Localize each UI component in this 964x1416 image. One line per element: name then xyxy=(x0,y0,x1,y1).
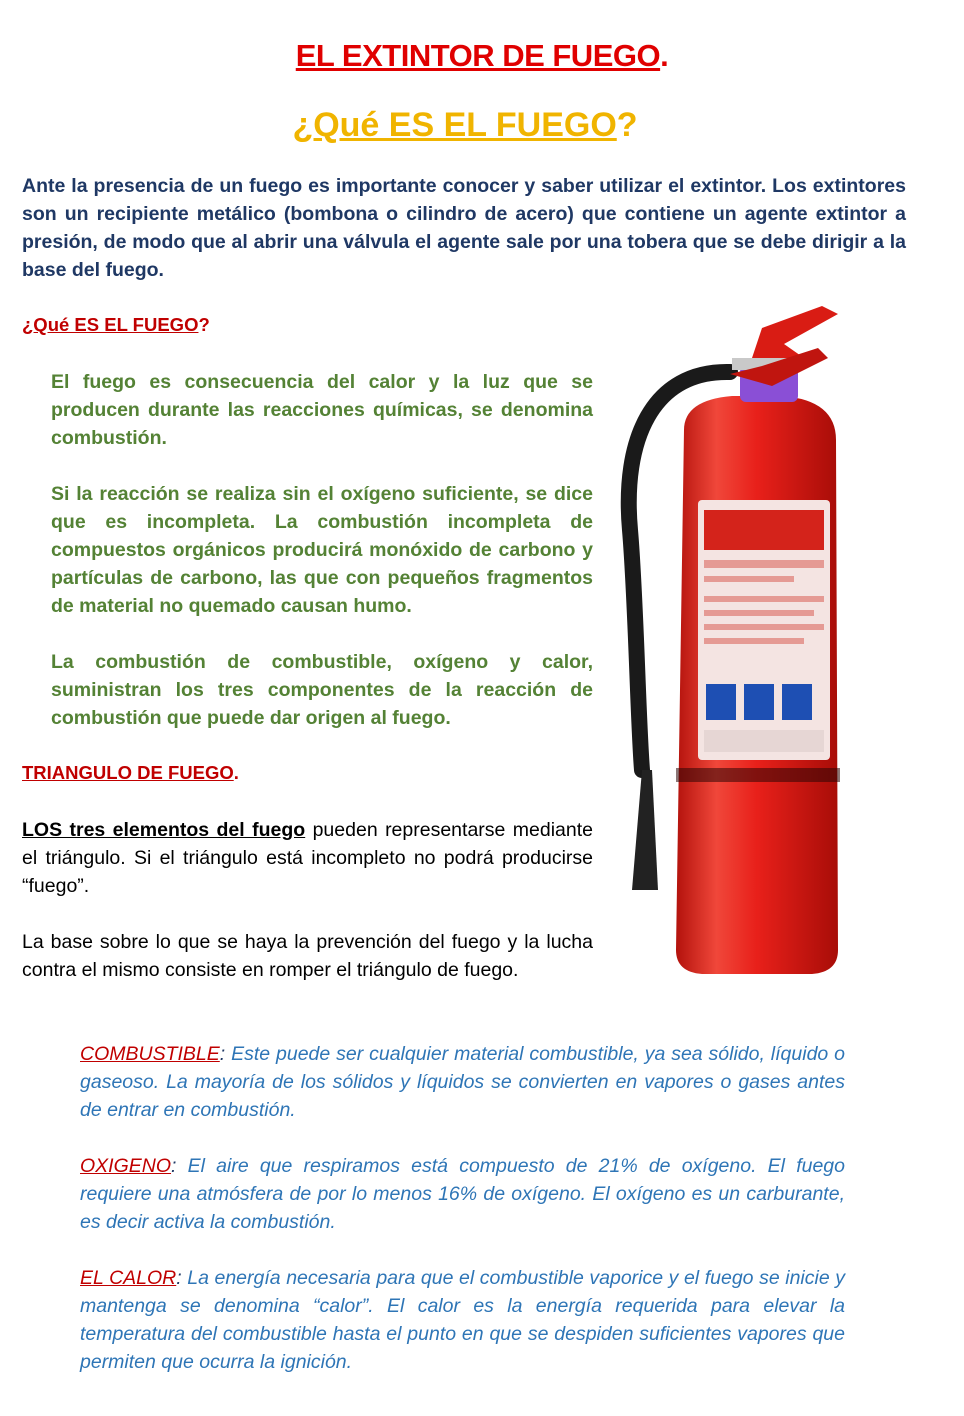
page-subtitle-mark: ? xyxy=(616,106,638,144)
handle xyxy=(752,306,838,358)
section-heading-fire-mark: ? xyxy=(198,314,210,335)
element-colon: : xyxy=(171,1155,177,1177)
element-term: COMBUSTIBLE xyxy=(80,1043,220,1065)
element-colon: : xyxy=(176,1267,182,1289)
triangle-rest: pueden representarse mediante el triángulo. Si el triángulo está incompleto no podrá producirse “fuego”. xyxy=(22,819,594,897)
element-text: Este puede ser cualquier material combustible, ya sea sólido, líquido o gaseoso. La mayoría de los sólidos y líquidos se convierten en vapores o gases antes de entrar en combustión. xyxy=(80,1043,845,1121)
element-colon: : xyxy=(219,1043,226,1065)
section-heading-fire-text: ¿Qué ES EL FUEGO xyxy=(22,314,199,335)
triangle-text xyxy=(22,816,593,1012)
nozzle xyxy=(632,770,658,890)
element-calor xyxy=(80,1264,845,1376)
element-oxigeno xyxy=(80,1152,845,1236)
element-term: OXIGENO xyxy=(80,1155,172,1177)
fire-extinguisher-image xyxy=(612,300,872,990)
section-heading-triangle-text: TRIANGULO DE FUEGO xyxy=(22,762,234,783)
fire-paragraph: La combustión de combustible, oxígeno y calor, suministran los tres componentes de la reacción de combustión que puede dar origen al fuego. xyxy=(51,651,593,729)
band xyxy=(676,768,840,782)
fire-elements xyxy=(80,1040,845,1404)
section-heading-triangle xyxy=(22,762,239,784)
page-title-period: . xyxy=(660,38,669,73)
triangle-lead: LOS tres elementos del fuego xyxy=(22,819,306,841)
element-combustible xyxy=(80,1040,845,1124)
element-text: La energía necesaria para que el combustible vaporice y el fuego se inicie y mantenga se denomina “calor”. El calor es la energía requerida para elevar la temperatura del combustible hasta el punto en que se despiden suficientes vapores que permiten que ocurra la ignición. xyxy=(80,1267,845,1373)
intro-paragraph: Ante la presencia de un fuego es importante conocer y saber utilizar el extintor. Los extintores son un recipiente metálico (bombona o cilindro de acero) que contiene un agente extintor a presión, de modo que al abrir una válvula el agente sale por una tobera que se debe dirigir a la base del fuego. xyxy=(22,175,906,281)
triangle-paragraph xyxy=(22,816,593,900)
triangle-paragraph-2: La base sobre lo que se haya la prevención del fuego y la lucha contra el mismo consiste en romper el triángulo de fuego. xyxy=(22,931,593,981)
page-subtitle-text: ¿Qué ES EL FUEGO xyxy=(292,106,617,144)
fire-definition xyxy=(51,368,593,760)
section-heading-triangle-mark: . xyxy=(233,762,239,783)
fire-paragraph: Si la reacción se realiza sin el oxígeno suficiente, se dice que es incompleta. La combustión incompleta de compuestos orgánicos producirá monóxido de carbono y partículas de carbono, las que con pequeños fragmentos de material no quemado causan humo. xyxy=(51,483,593,617)
page-title-text: EL EXTINTOR DE FUEGO xyxy=(295,38,661,73)
fire-paragraph: El fuego es consecuencia del calor y la luz que se producen durante las reacciones químicas, se denomina combustión. xyxy=(51,371,593,449)
element-text: El aire que respiramos está compuesto de 21% de oxígeno. El fuego requiere una atmósfera de por lo menos 16% de oxígeno. El oxígeno es un carburante, es decir activa la combustión. xyxy=(80,1155,845,1233)
page-subtitle xyxy=(0,106,930,145)
element-term: EL CALOR xyxy=(80,1267,177,1289)
page-title xyxy=(0,38,964,74)
section-heading-fire xyxy=(22,314,210,336)
